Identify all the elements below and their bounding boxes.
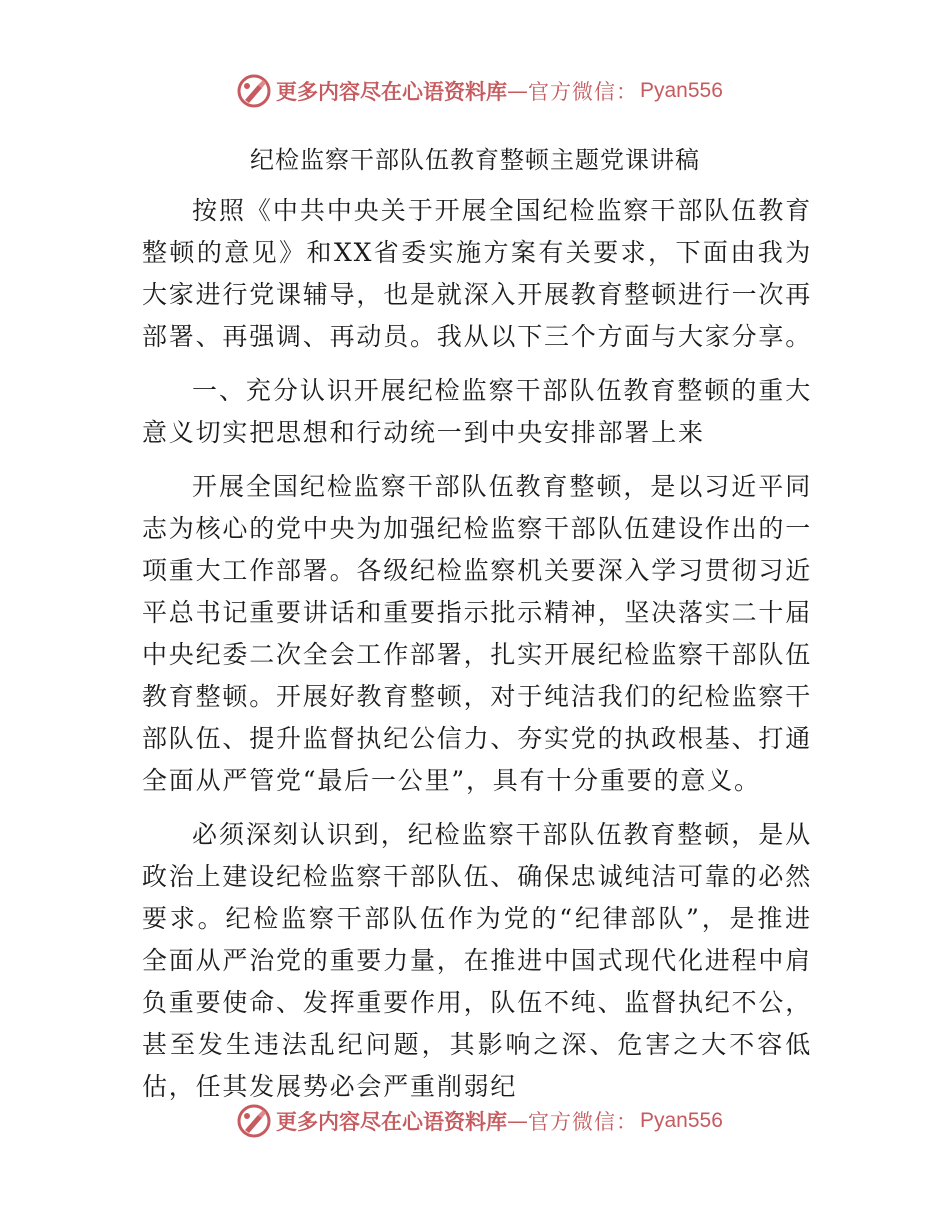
pen-logo-icon [236, 73, 272, 109]
watermark-slogan: 更多内容尽在心语资料库 [276, 1110, 507, 1134]
watermark-wechat-id: Pyan556 [640, 79, 723, 102]
document-body [142, 190, 812, 1120]
document-title: 纪检监察干部队伍教育整顿主题党课讲稿 [250, 146, 700, 174]
paragraph: 必须深刻认识到，纪检监察干部队伍教育整顿，是从政治上建设纪检监察干部队伍、确保忠诚纯洁可靠的必然要求。纪检监察干部队伍作为党的“纪律部队”，是推进全面从严治党的重要力量，在推进中国式现代化进程中肩负重要使命、发挥重要作用，队伍不纯、监督执纪不公，甚至发生违法乱纪问题，其影响之深、危害之大不容低估，任其发展势必会严重削弱纪 [142, 820, 813, 1101]
watermark-wechat-label: 官方微信： [528, 80, 638, 104]
watermark-slogan: 更多内容尽在心语资料库 [276, 80, 507, 104]
watermark-wechat-label: 官方微信： [528, 1110, 638, 1134]
pen-logo-icon [236, 1103, 272, 1139]
section-heading: 一、充分认识开展纪检监察干部队伍教育整顿的重大意义切实把思想和行动统一到中央安排部署上来 [142, 376, 812, 447]
watermark-dash: — [507, 79, 528, 103]
watermark-banner-bottom [236, 1101, 723, 1141]
watermark-wechat-id: Pyan556 [640, 1109, 723, 1132]
paragraph: 按照《中共中央关于开展全国纪检监察干部队伍教育整顿的意见》和XX省委实施方案有关要求，下面由我为大家进行党课辅导，也是就深入开展教育整顿进行一次再部署、再强调、再动员。我从以下三个方面与大家分享。 [142, 196, 813, 351]
watermark-banner-top [236, 71, 723, 111]
paragraph: 开展全国纪检监察干部队伍教育整顿，是以习近平同志为核心的党中央为加强纪检监察干部队伍建设作出的一项重大工作部署。各级纪检监察机关要深入学习贯彻习近平总书记重要讲话和重要指示批示精神，坚决落实二十届中央纪委二次全会工作部署，扎实开展纪检监察干部队伍教育整顿。开展好教育整顿，对于纯洁我们的纪检监察干部队伍、提升监督执纪公信力、夯实党的执政根基、打通全面从严管党“最后一公里”，具有十分重要的意义。 [142, 472, 813, 795]
watermark-dash: — [507, 1109, 528, 1133]
